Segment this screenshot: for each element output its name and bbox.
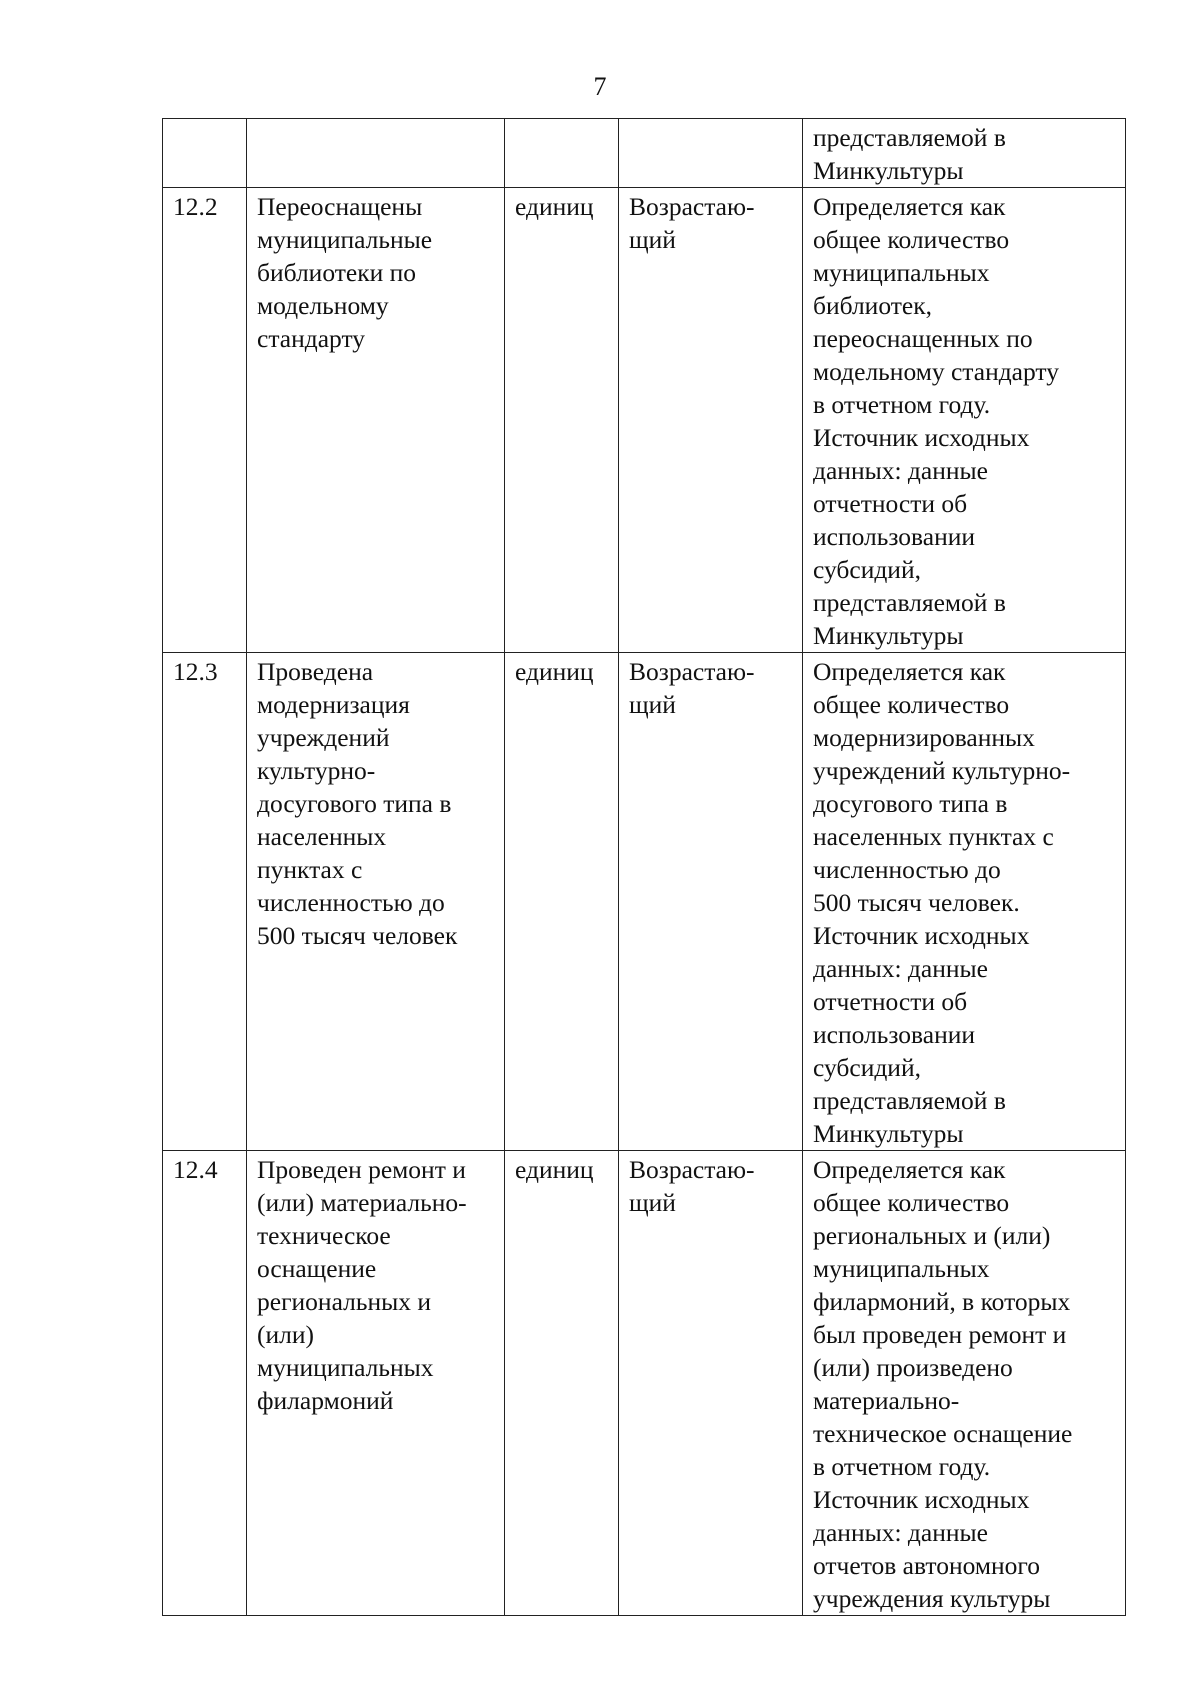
num-cell [163,653,247,1151]
indicators-table [162,118,1126,1616]
method-text: Определяется как общее количество модернизированных учреждений культурно- досугового типа в населенных пунктах с численностью до 500 тысяч человек. Источник исходных данных: данные отчетности об использовании субсидий, представляемой в Минкультуры [813,657,1071,1148]
unit-text: единиц [515,657,594,686]
num-text: 12.4 [173,1155,218,1184]
trend-text: Возрастаю- щий [629,192,755,254]
num-cell [163,119,247,188]
trend-cell [619,119,803,188]
unit-text: единиц [515,1155,594,1184]
name-cell [247,188,505,653]
name-cell [247,1151,505,1616]
unit-text: единиц [515,192,594,221]
trend-text: Возрастаю- щий [629,1155,755,1217]
num-cell [163,188,247,653]
unit-cell [505,653,619,1151]
page-number: 7 [593,72,607,101]
method-cell [803,653,1126,1151]
method-text: Определяется как общее количество региональных и (или) муниципальных филармоний, в которых был проведен ремонт и (или) произведено материально- техническое оснащение в отчетном году. Источник исходных данных: данные отчетов автономного учреждения культуры [813,1155,1073,1613]
trend-text: Возрастаю- щий [629,657,755,719]
trend-cell [619,653,803,1151]
unit-cell [505,119,619,188]
table-row [163,119,1126,188]
method-cell [803,119,1126,188]
name-text: Переоснащены муниципальные библиотеки по модельному стандарту [257,192,433,353]
name-cell [247,653,505,1151]
num-cell [163,1151,247,1616]
name-cell [247,119,505,188]
trend-cell [619,1151,803,1616]
table-row [163,1151,1126,1616]
table-row [163,188,1126,653]
unit-cell [505,188,619,653]
table-row [163,653,1126,1151]
num-text: 12.2 [173,192,218,221]
name-text: Проведена модернизация учреждений культурно- досугового типа в населенных пунктах с численностью до 500 тысяч человек [257,657,458,950]
method-cell [803,188,1126,653]
num-text: 12.3 [173,657,218,686]
method-cell [803,1151,1126,1616]
name-text: Проведен ремонт и (или) материально- техническое оснащение региональных и (или) муниципальных филармоний [257,1155,467,1415]
unit-cell [505,1151,619,1616]
trend-cell [619,188,803,653]
method-text: представляемой в Минкультуры [813,123,1006,185]
method-text: Определяется как общее количество муниципальных библиотек, переоснащенных по модельному стандарту в отчетном году. Источник исходных данных: данные отчетности об использовании субсидий, представляемой в Минкультуры [813,192,1059,650]
